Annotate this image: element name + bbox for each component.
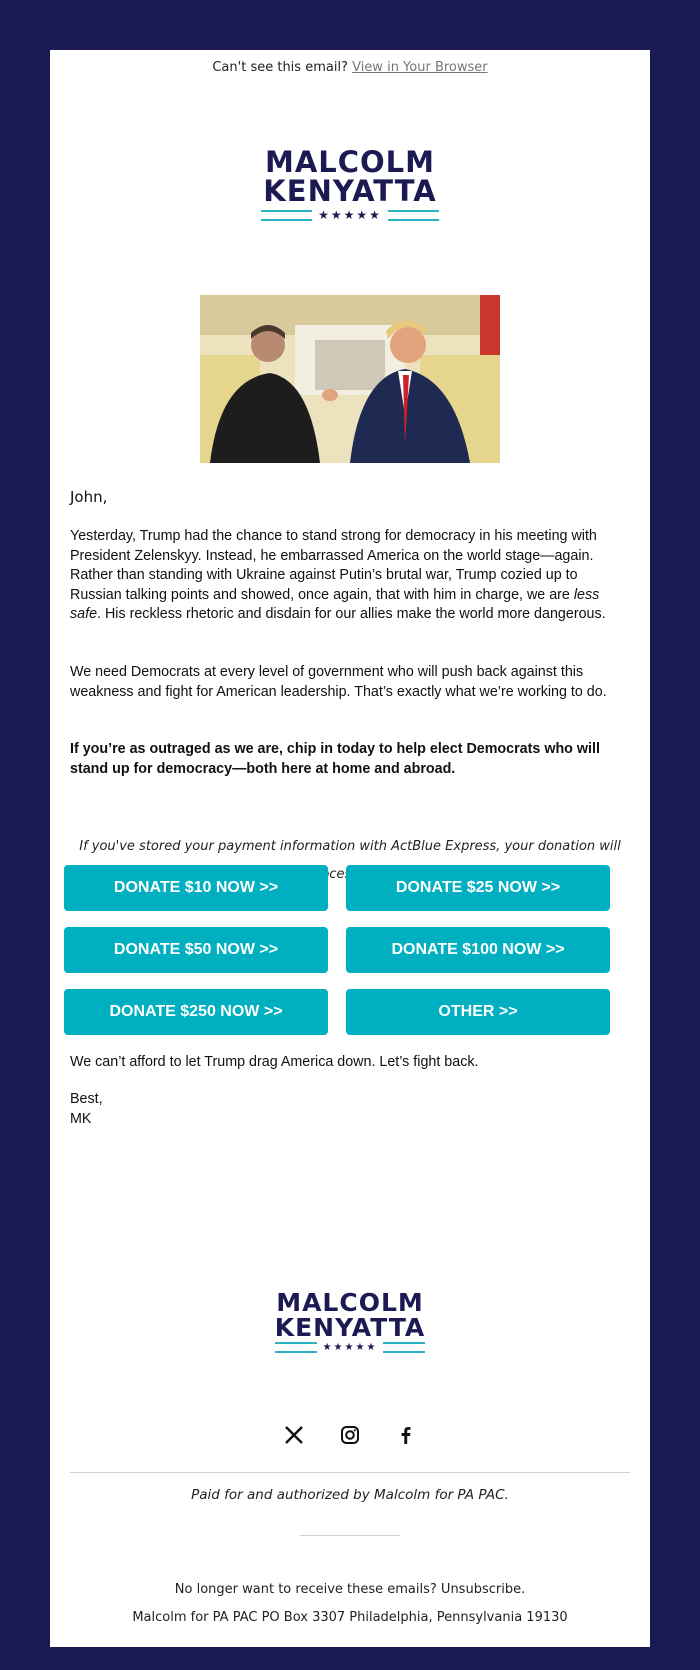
footer-logo-stars-row	[275, 1342, 425, 1353]
header-logo[interactable]	[50, 145, 650, 222]
footer-logo-stars-icon: ★★★★★	[322, 1342, 378, 1353]
body-paragraph-2: We need Democrats at every level of government who will push back against this weakness and fight for American leadership. That’s exactly what we’re working to do.	[70, 664, 607, 700]
donate-other-button[interactable]: OTHER >>	[346, 989, 610, 1035]
donate-250-button[interactable]: DONATE $250 NOW >>	[64, 989, 328, 1035]
footer-logo-stripes-right	[383, 1342, 425, 1353]
closing-signature: MK	[70, 1111, 92, 1127]
actblue-note: If you've stored your payment information with ActBlue Express, your donation will process	[79, 839, 621, 882]
donate-50-button[interactable]: DONATE $50 NOW >>	[64, 927, 328, 973]
footer-short-divider	[300, 1535, 400, 1536]
logo-stripes-left	[261, 210, 312, 221]
p1-text-end: . His reckless rhetoric and disdain for our allies make the world more dangerous.	[97, 606, 606, 622]
instagram-icon[interactable]	[337, 1422, 363, 1448]
body-paragraph-3-cta: If you’re as outraged as we are, chip in today to help elect Democrats who will stand up for democracy—both here at home and abroad.	[70, 741, 600, 777]
social-links	[50, 1422, 650, 1448]
p1-text-start: Yesterday, Trump had the chance to stand strong for democracy in his meeting with President Zelenskyy. Instead, he embarrassed America on the world stage—again. Rather than standing with Ukraine against Putin’s brutal war, Trump cozied up to Russian talking points and showed, once again, that with him in charge, we are	[70, 528, 597, 603]
view-in-browser-link[interactable]: View in Your Browser	[352, 60, 488, 75]
logo-stripes-right	[388, 210, 439, 221]
footer-divider	[70, 1472, 630, 1473]
logo-line-2: KENYATTA	[263, 174, 437, 208]
closing-line: We can’t afford to let Trump drag America down. Let’s fight back.	[70, 1054, 479, 1070]
footer-logo-line-1: MALCOLM	[276, 1288, 424, 1317]
x-icon[interactable]	[281, 1422, 307, 1448]
logo-stars-icon: ★★★★★	[318, 208, 382, 222]
donate-25-button[interactable]: DONATE $25 NOW >>	[346, 865, 610, 911]
email-card	[50, 50, 650, 1647]
body-paragraph-1	[70, 527, 630, 625]
footer-logo[interactable]	[50, 1290, 650, 1353]
hero-photo	[200, 295, 500, 463]
mailing-address: Malcolm for PA PAC PO Box 3307 Philadelphia, Pennsylvania 19130	[132, 1610, 568, 1625]
facebook-icon[interactable]	[393, 1422, 419, 1448]
donate-100-button[interactable]: DONATE $100 NOW >>	[346, 927, 610, 973]
footer-logo-stripes-left	[275, 1342, 317, 1353]
logo-line-1: MALCOLM	[264, 145, 436, 179]
unsubscribe-text[interactable]: No longer want to receive these emails? Unsubscribe.	[174, 1582, 526, 1597]
logo-stars-row	[261, 208, 439, 222]
greeting: John,	[70, 488, 108, 506]
donate-10-button[interactable]: DONATE $10 NOW >>	[64, 865, 328, 911]
p1-emphasis: less safe	[70, 586, 600, 622]
footer-logo-line-2: KENYATTA	[274, 1313, 426, 1342]
view-in-browser-bar	[50, 60, 650, 75]
closing-best: Best,	[70, 1091, 103, 1107]
paid-for-disclaimer: Paid for and authorized by Malcolm for PA PAC.	[191, 1487, 509, 1503]
view-in-browser-prompt: Can't see this email?	[212, 60, 348, 75]
